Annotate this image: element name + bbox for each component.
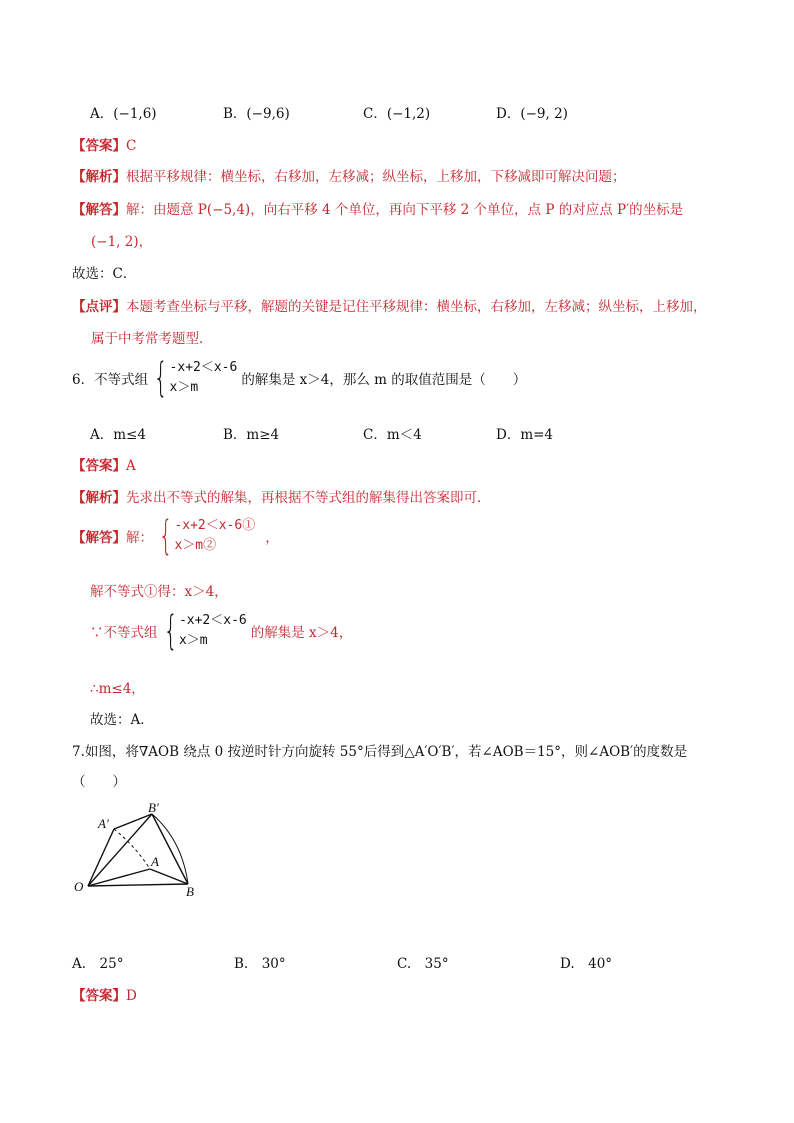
brace-icon: { bbox=[163, 608, 178, 654]
q7-options bbox=[72, 952, 612, 972]
q6-step-3: ∴m≤4， bbox=[90, 681, 145, 697]
q5-comment bbox=[72, 295, 707, 315]
q6-step2-system bbox=[158, 608, 247, 654]
label-a-prime: A′ bbox=[98, 816, 109, 831]
answer-tag: 【答案】 bbox=[72, 458, 126, 474]
q7-option-d: D. 40° bbox=[560, 956, 613, 972]
q5-analysis bbox=[72, 165, 626, 185]
segment-a-prime-b-prime bbox=[114, 814, 152, 829]
q6-stem-prefix: 6．不等式组 bbox=[72, 372, 149, 388]
q6-solution bbox=[72, 513, 279, 559]
q6-solution-system bbox=[153, 513, 256, 559]
comment-line-1: 本题考查坐标与平移，解题的关键是记住平移规律：横坐标，右移加，左移减；纵坐标，上移加， bbox=[126, 299, 707, 315]
answer-value: A bbox=[126, 458, 136, 474]
q6-option-b: B．m≥4 bbox=[223, 427, 280, 443]
q5-options bbox=[90, 102, 568, 122]
q6-step2-prefix: ∵不等式组 bbox=[90, 625, 158, 641]
analysis-text: 根据平移规律：横坐标，右移加，左移减；纵坐标，上移加，下移减即可解决问题； bbox=[126, 169, 626, 185]
q6-option-a: A．m≤4 bbox=[90, 427, 146, 443]
q6-answer bbox=[72, 454, 136, 474]
q7-option-c: C. 35° bbox=[397, 956, 449, 972]
brace-icon: { bbox=[158, 513, 173, 559]
q5-solution bbox=[72, 198, 683, 218]
solution-line-1: 解：由题意 P(−5,4)，向右平移 4 个单位，再向下平移 2 个单位，点 P 的对应点 P′的坐标是 bbox=[126, 202, 684, 218]
answer-tag: 【答案】 bbox=[72, 138, 126, 154]
q6-sys-line-1: -x+2＜x-6 bbox=[169, 360, 238, 375]
q7-option-b: B. 30° bbox=[234, 956, 286, 972]
solution-prefix: 解： bbox=[126, 530, 153, 546]
q6-option-c: C．m＜4 bbox=[363, 427, 422, 443]
q6-stem-suffix: 的解集是 x＞4，那么 m 的取值范围是（ ） bbox=[241, 372, 527, 388]
q6-stem bbox=[72, 355, 527, 401]
q6-sol-comma: ， bbox=[265, 530, 279, 546]
q6-step2-sys-line-1: -x+2＜x-6 bbox=[178, 613, 247, 628]
analysis-text: 先求出不等式的解集，再根据不等式组的解集得出答案即可． bbox=[126, 490, 491, 506]
q6-analysis bbox=[72, 486, 491, 506]
arc-a-a-prime bbox=[114, 829, 150, 869]
comment-tag: 【点评】 bbox=[72, 299, 126, 315]
label-a: A bbox=[151, 854, 159, 869]
q6-option-d: D．m=4 bbox=[496, 427, 554, 443]
segment-b-prime-b bbox=[152, 814, 188, 884]
q6-system bbox=[148, 355, 238, 401]
answer-value: C bbox=[126, 138, 137, 154]
label-o: O bbox=[74, 879, 84, 894]
q6-sys-line-2: x＞m bbox=[169, 380, 199, 395]
segment-oa bbox=[88, 869, 150, 886]
rotation-figure bbox=[70, 795, 220, 925]
q6-options bbox=[90, 423, 553, 443]
q5-option-a: A．(−1,6) bbox=[90, 106, 157, 122]
q5-solution-line-2: (−1, 2)， bbox=[91, 234, 153, 250]
q5-option-c: C．(−1,2) bbox=[363, 106, 431, 122]
analysis-tag: 【解析】 bbox=[72, 490, 126, 506]
q6-sol-sys-line-1: -x+2＜x-6① bbox=[174, 518, 256, 533]
q7-stem-line-1: 7.如图，将∇AOB 绕点 0 按逆时针方向旋转 55°后得到△A′O′B′，若∠AOB＝15°，则∠AOB′的度数是 bbox=[72, 744, 688, 760]
q6-sol-sys-line-2: x＞m② bbox=[174, 538, 217, 553]
q6-step2-sys-line-2: x＞m bbox=[178, 633, 208, 648]
q5-option-d: D．(−9, 2) bbox=[496, 106, 568, 122]
q6-step-2 bbox=[90, 608, 353, 654]
q5-option-b: B．(−9,6) bbox=[223, 106, 290, 122]
analysis-tag: 【解析】 bbox=[72, 169, 126, 185]
q6-choose: 故选：A． bbox=[90, 712, 154, 728]
segment-oa-prime bbox=[88, 829, 114, 886]
q7-option-a: A. 25° bbox=[72, 956, 124, 972]
segment-ob bbox=[88, 884, 188, 886]
segment-ab bbox=[150, 869, 188, 884]
q7-stem-line-2: （ ） bbox=[72, 774, 126, 790]
q5-comment-line-2: 属于中考常考题型． bbox=[91, 331, 213, 347]
q5-answer bbox=[72, 134, 136, 154]
label-b-prime: B′ bbox=[148, 800, 159, 815]
q7-answer bbox=[72, 984, 137, 1004]
answer-value: D bbox=[126, 988, 137, 1004]
brace-icon: { bbox=[153, 355, 168, 401]
q6-step-1: 解不等式①得：x＞4， bbox=[90, 584, 228, 600]
q6-step2-suffix: 的解集是 x＞4， bbox=[250, 625, 353, 641]
solution-tag: 【解答】 bbox=[72, 530, 126, 546]
label-b: B bbox=[186, 884, 194, 899]
q5-choose: 故选：C． bbox=[72, 266, 137, 282]
solution-tag: 【解答】 bbox=[72, 202, 126, 218]
answer-tag: 【答案】 bbox=[72, 988, 126, 1004]
